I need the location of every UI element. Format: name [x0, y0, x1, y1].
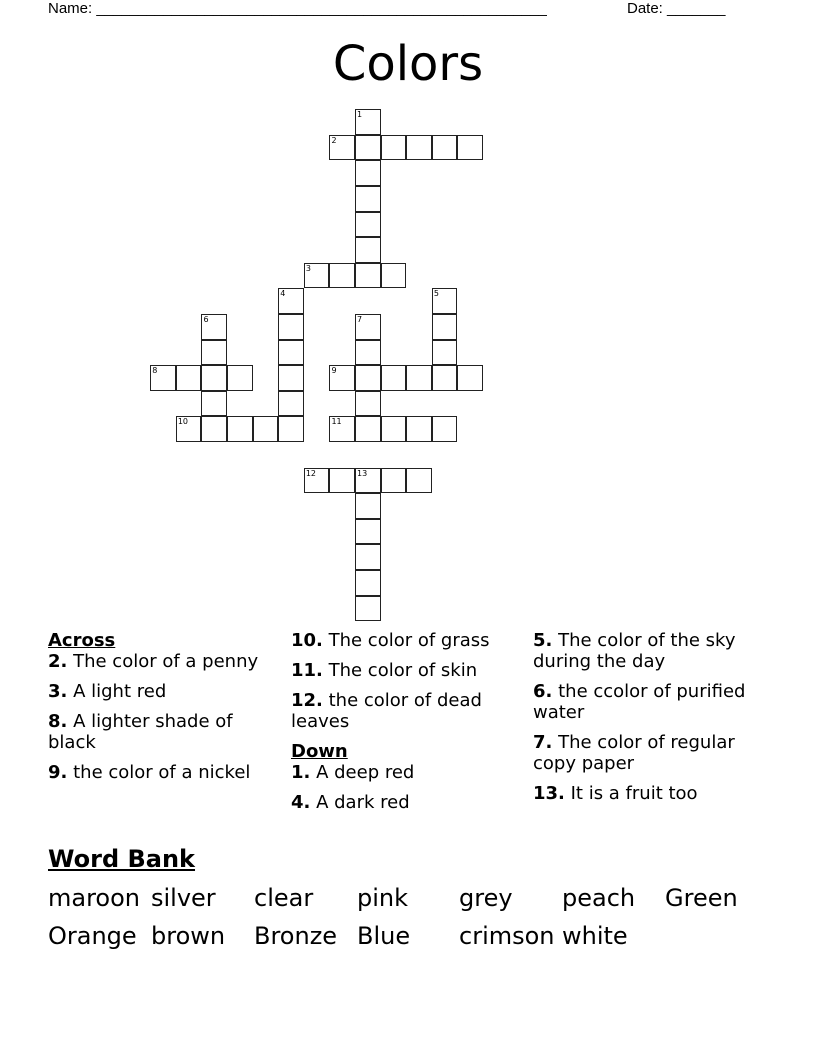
word-bank-word: grey: [459, 884, 513, 912]
word-bank-word: white: [562, 922, 628, 950]
grid-cell[interactable]: [329, 365, 355, 391]
grid-cell[interactable]: [278, 391, 304, 417]
grid-cell[interactable]: [355, 263, 381, 289]
clue: 4. A dark red: [291, 792, 410, 813]
grid-cell[interactable]: [304, 468, 330, 494]
clue: 12. the color of dead leaves: [291, 690, 482, 732]
grid-cell[interactable]: [457, 365, 483, 391]
clue: 2. The color of a penny: [48, 651, 259, 672]
grid-cell[interactable]: [201, 416, 227, 442]
grid-cell[interactable]: [355, 237, 381, 263]
grid-cell[interactable]: [355, 570, 381, 596]
across-heading: Across: [48, 630, 116, 651]
grid-cell[interactable]: [406, 468, 432, 494]
grid-cell[interactable]: [355, 519, 381, 545]
clue: 13. It is a fruit too: [533, 783, 698, 804]
grid-cell[interactable]: [381, 263, 407, 289]
date-field[interactable]: Date: _______: [627, 0, 726, 17]
clue-number: 8: [152, 366, 158, 376]
word-bank-word: Green: [665, 884, 738, 912]
grid-cell[interactable]: [278, 314, 304, 340]
grid-cell[interactable]: [329, 416, 355, 442]
clue: 3. A light red: [48, 681, 167, 702]
grid-cell[interactable]: [355, 160, 381, 186]
clue-number: 12: [305, 468, 317, 478]
grid-cell[interactable]: [355, 468, 381, 494]
clue-number: 1: [357, 110, 363, 120]
grid-cell[interactable]: [406, 135, 432, 161]
grid-cell[interactable]: [227, 365, 253, 391]
grid-cell[interactable]: [432, 365, 458, 391]
word-bank-word: brown: [151, 922, 226, 950]
word-bank-word: Orange: [48, 922, 137, 950]
grid-cell[interactable]: [253, 416, 279, 442]
grid-cell[interactable]: [278, 340, 304, 366]
clue-number: 5: [433, 289, 439, 299]
grid-cell[interactable]: [432, 135, 458, 161]
grid-cell[interactable]: [381, 468, 407, 494]
clue-number: 2: [331, 135, 337, 145]
grid-cell[interactable]: [381, 416, 407, 442]
clue-number: 10: [177, 417, 189, 427]
word-bank-word: maroon: [48, 884, 141, 912]
grid-cell[interactable]: [278, 288, 304, 314]
clue-number: 3: [305, 263, 311, 273]
grid-cell[interactable]: [329, 263, 355, 289]
grid-cell[interactable]: [201, 340, 227, 366]
word-bank-word: Blue: [357, 922, 411, 950]
grid-cell[interactable]: [355, 416, 381, 442]
clue: 1. A deep red: [291, 762, 415, 783]
grid-cell[interactable]: [201, 314, 227, 340]
down-heading: Down: [291, 741, 348, 762]
grid-cell[interactable]: [432, 416, 458, 442]
word-bank-word: clear: [254, 884, 314, 912]
clue-number: 7: [357, 315, 363, 325]
grid-cell[interactable]: [432, 314, 458, 340]
clue: 7. The color of regular copy paper: [533, 732, 735, 774]
word-bank-word: Bronze: [254, 922, 338, 950]
grid-cell[interactable]: [278, 365, 304, 391]
grid-cell[interactable]: [329, 135, 355, 161]
page-title: Colors: [332, 36, 484, 92]
clues-column-3: [533, 630, 753, 813]
grid-cell[interactable]: [201, 391, 227, 417]
grid-cell[interactable]: [381, 365, 407, 391]
grid-cell[interactable]: [355, 596, 381, 622]
grid-cell[interactable]: [329, 468, 355, 494]
grid-cell[interactable]: [304, 263, 330, 289]
grid-cell[interactable]: [432, 288, 458, 314]
grid-cell[interactable]: [201, 365, 227, 391]
grid-cell[interactable]: [406, 365, 432, 391]
grid-cell[interactable]: [355, 109, 381, 135]
grid-cell[interactable]: [355, 135, 381, 161]
grid-cell[interactable]: [278, 416, 304, 442]
grid-cell[interactable]: [457, 135, 483, 161]
clue: 11. The color of skin: [291, 660, 478, 681]
clues-column-2: [291, 630, 521, 822]
clue-number: 13: [357, 468, 368, 478]
clue: 9. the color of a nickel: [48, 762, 251, 783]
grid-cell[interactable]: [355, 212, 381, 238]
grid-cell[interactable]: [406, 416, 432, 442]
grid-cell[interactable]: [355, 365, 381, 391]
grid-cell[interactable]: [176, 416, 202, 442]
grid-cell[interactable]: [355, 544, 381, 570]
clue-number: 11: [331, 417, 342, 427]
grid-cell[interactable]: [355, 340, 381, 366]
word-bank-title: Word Bank: [48, 845, 196, 873]
grid-cell[interactable]: [355, 493, 381, 519]
word-bank-word: pink: [357, 884, 409, 912]
word-bank-word: crimson: [459, 922, 555, 950]
grid-cell[interactable]: [150, 365, 176, 391]
word-bank-word: silver: [151, 884, 216, 912]
grid-cell[interactable]: [355, 314, 381, 340]
clue: 5. The color of the sky during the day: [533, 630, 736, 672]
word-bank-word: peach: [562, 884, 636, 912]
clue-number: 4: [280, 289, 286, 299]
clue-number: 9: [331, 366, 337, 376]
clues-column-1: [48, 630, 278, 792]
name-field[interactable]: Name: ______________________________________________________: [48, 0, 547, 17]
clue: 10. The color of grass: [291, 630, 490, 651]
grid-cell[interactable]: [432, 340, 458, 366]
grid-cell[interactable]: [381, 135, 407, 161]
grid-cell[interactable]: [355, 186, 381, 212]
grid-cell[interactable]: [227, 416, 253, 442]
clue-number: 6: [203, 315, 209, 325]
grid-cell[interactable]: [176, 365, 202, 391]
grid-cell[interactable]: [355, 391, 381, 417]
clue: 8. A lighter shade of black: [48, 711, 233, 753]
clue: 6. the ccolor of purified water: [533, 681, 746, 723]
